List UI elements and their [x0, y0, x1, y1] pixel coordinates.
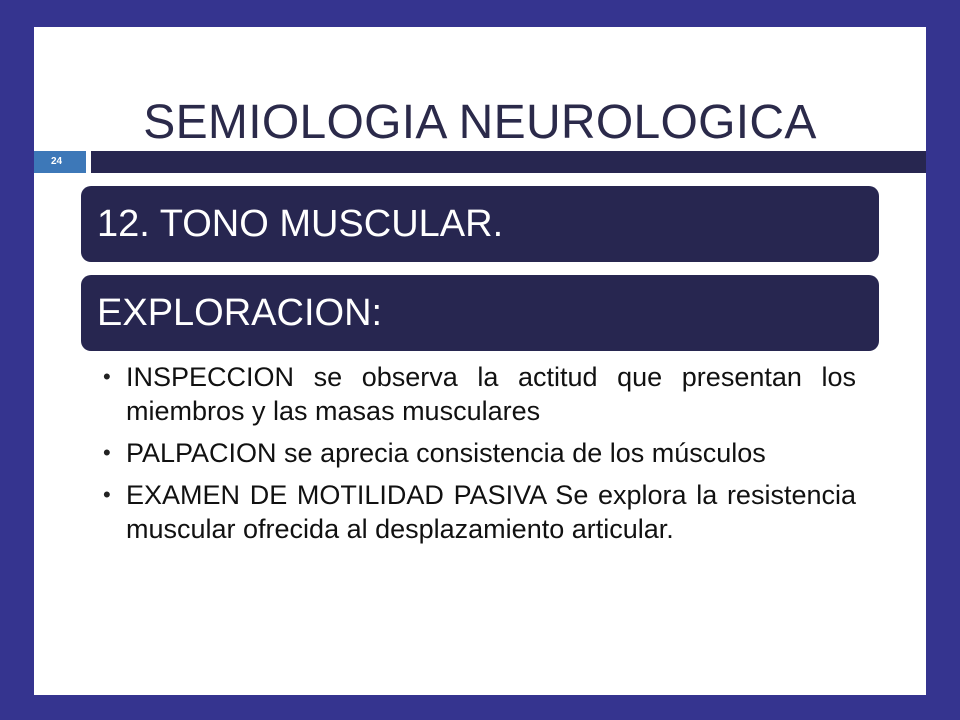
bullet-text: PALPACION se aprecia consistencia de los músculos	[126, 438, 766, 468]
bullet-icon: •	[103, 364, 111, 389]
bullet-item	[100, 478, 856, 546]
slide	[34, 27, 926, 695]
slide-title: SEMIOLOGIA NEUROLOGICA	[143, 96, 817, 149]
section-heading: 12. TONO MUSCULAR.	[97, 203, 504, 245]
bullet-icon: •	[103, 440, 111, 465]
title-divider-bar	[91, 151, 926, 173]
subheading: EXPLORACION:	[97, 292, 383, 334]
bullet-list	[100, 360, 856, 554]
bullet-item	[100, 436, 856, 470]
bullet-item	[100, 360, 856, 428]
bullet-text: INSPECCION se observa la actitud que presentan los miembros y las masas musculares	[126, 362, 856, 426]
page-number: 24	[34, 151, 86, 173]
bullet-icon: •	[103, 482, 111, 507]
bullet-text: EXAMEN DE MOTILIDAD PASIVA Se explora la resistencia muscular ofrecida al desplazamiento articular.	[126, 480, 856, 544]
section-heading-box	[81, 186, 879, 262]
subheading-box	[81, 275, 879, 351]
